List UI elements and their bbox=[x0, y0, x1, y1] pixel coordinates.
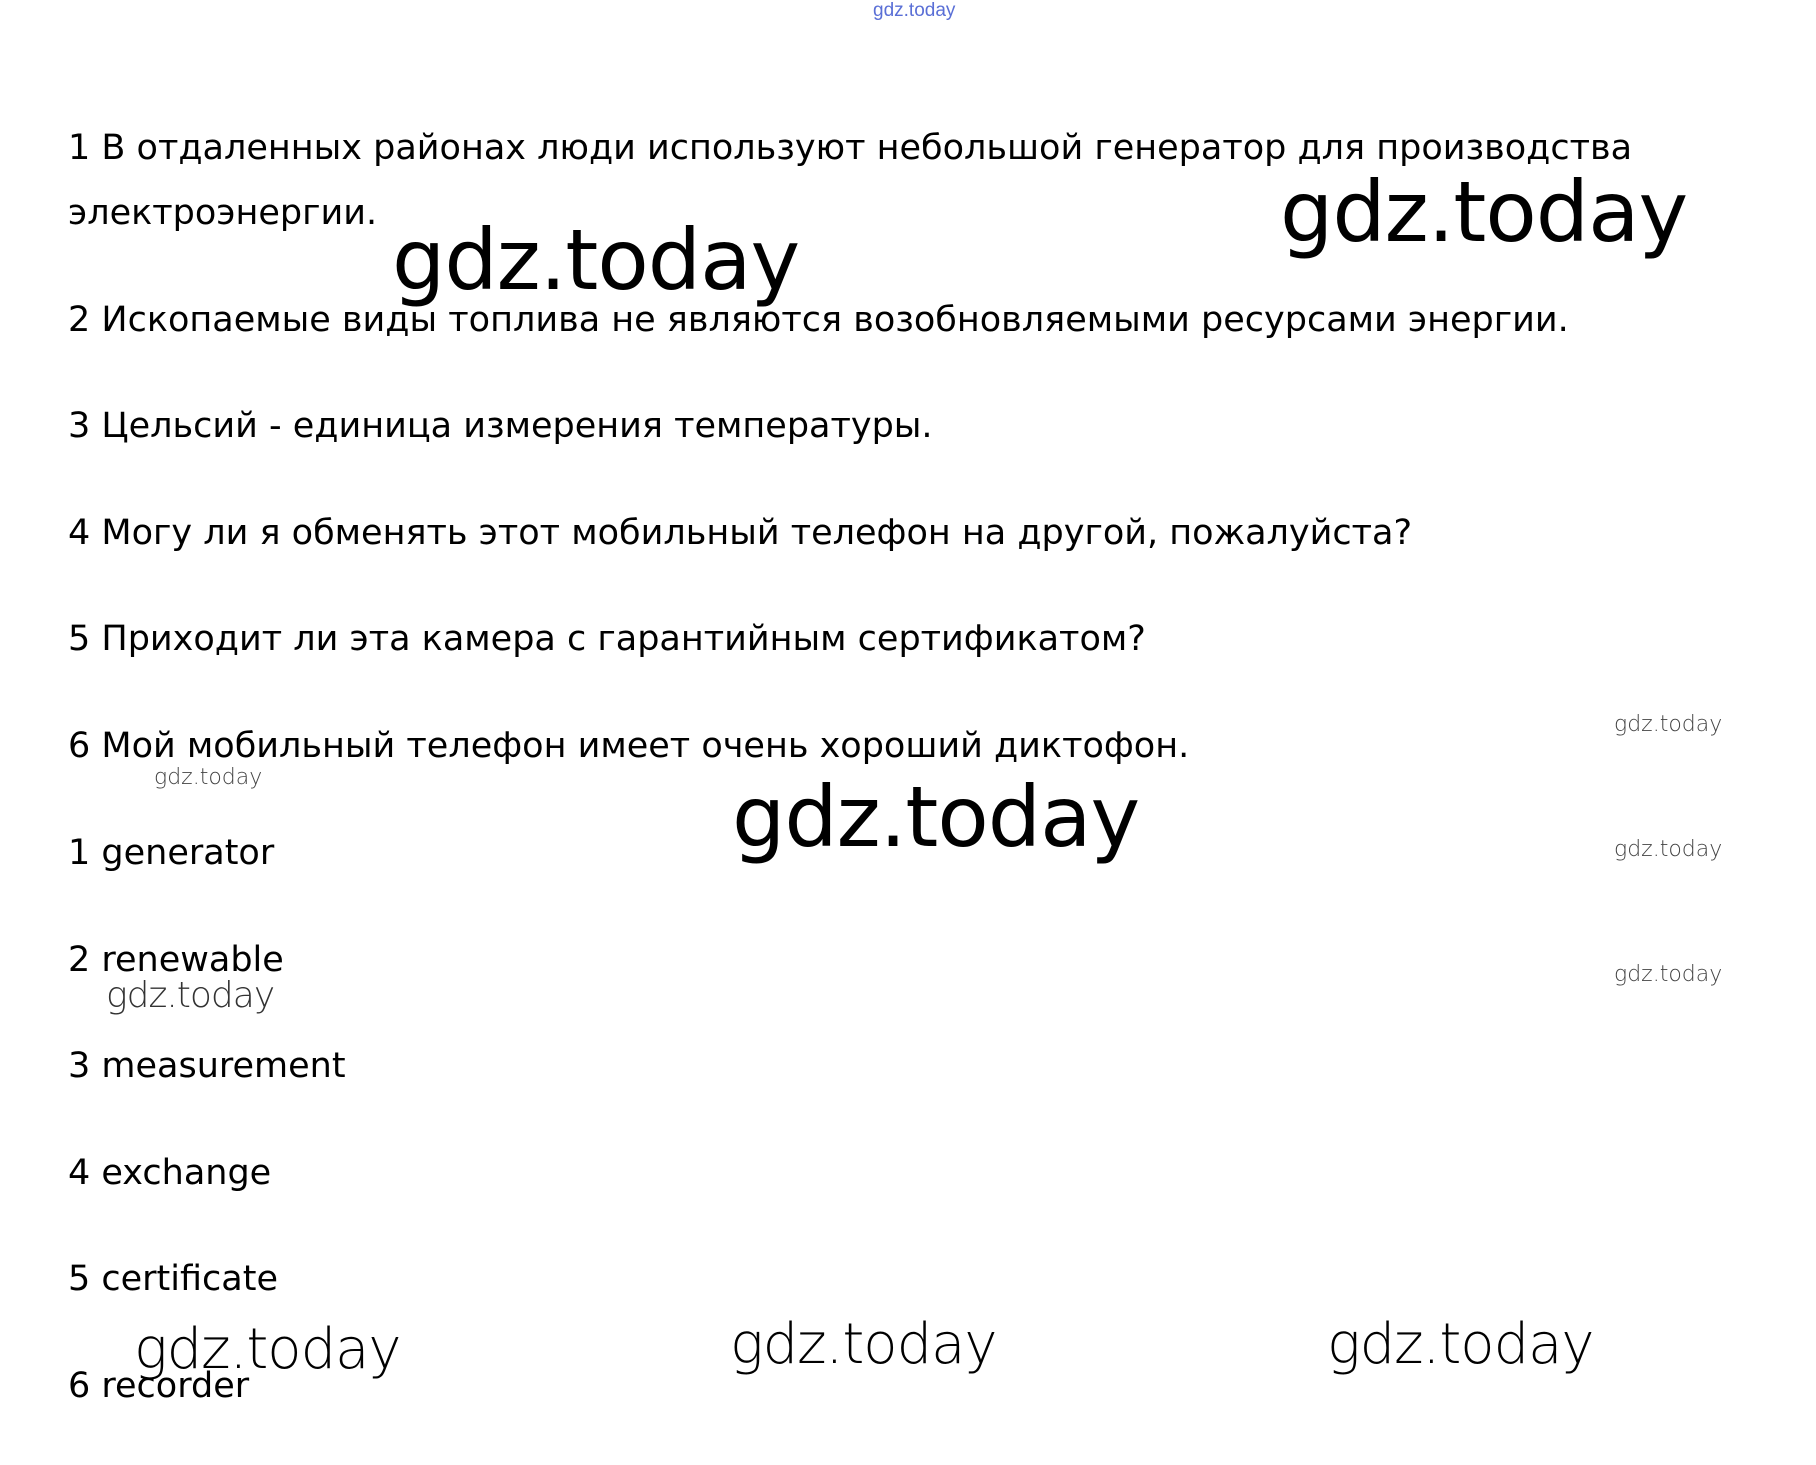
watermark-small-left: gdz.today bbox=[154, 765, 263, 790]
word-1: 1 generator bbox=[68, 833, 275, 873]
word-6: 6 recorder bbox=[68, 1366, 250, 1406]
watermark-large-center: gdz.today bbox=[732, 768, 1140, 866]
sentence-1-line-2: электроэнергии. bbox=[68, 193, 378, 233]
watermark-top: gdz.today bbox=[873, 0, 956, 21]
word-4: 4 exchange bbox=[68, 1153, 272, 1193]
sentence-3: 3 Цельсий - единица измерения температуры. bbox=[68, 406, 933, 446]
watermark-large-top-right: gdz.today bbox=[1280, 163, 1688, 261]
watermark-bottom-center: gdz.today bbox=[730, 1312, 997, 1377]
watermark-bottom-left: gdz.today bbox=[134, 1317, 401, 1382]
watermark-bottom-right: gdz.today bbox=[1327, 1312, 1594, 1377]
word-2: 2 renewable bbox=[68, 940, 284, 980]
sentence-2: 2 Ископаемые виды топлива не являются возобновляемыми ресурсами энергии. bbox=[68, 300, 1569, 340]
word-3: 3 measurement bbox=[68, 1046, 346, 1086]
sentence-1-line-1: 1 В отдаленных районах люди используют небольшой генератор для производства bbox=[68, 128, 1633, 168]
sentence-4: 4 Могу ли я обменять этот мобильный телефон на другой, пожалуйста? bbox=[68, 513, 1413, 553]
watermark-medium-left: gdz.today bbox=[106, 975, 275, 1016]
word-5: 5 certificate bbox=[68, 1259, 278, 1299]
watermark-large-top-left: gdz.today bbox=[392, 211, 800, 309]
watermark-small-right-2: gdz.today bbox=[1614, 837, 1723, 862]
watermark-small-right-1: gdz.today bbox=[1614, 712, 1723, 737]
watermark-small-right-3: gdz.today bbox=[1614, 962, 1723, 987]
sentence-5: 5 Приходит ли эта камера с гарантийным сертификатом? bbox=[68, 619, 1146, 659]
sentence-6: 6 Мой мобильный телефон имеет очень хороший диктофон. bbox=[68, 726, 1190, 766]
